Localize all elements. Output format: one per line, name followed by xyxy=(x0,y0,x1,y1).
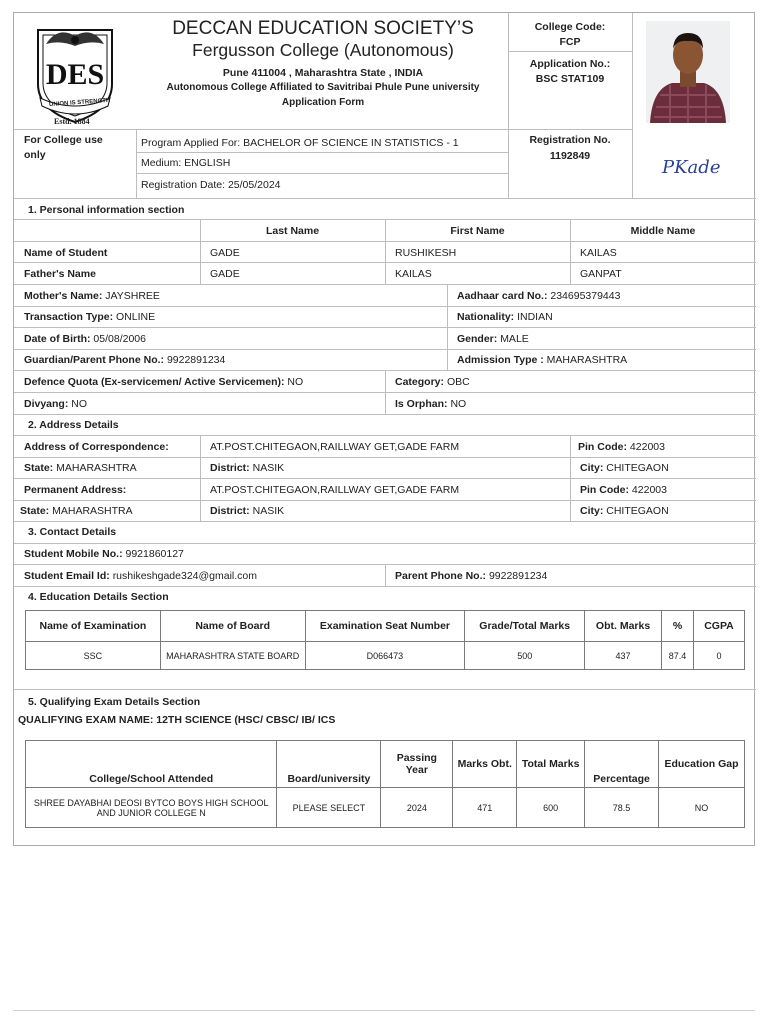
corr-city-label: City: xyxy=(580,462,604,474)
education-table xyxy=(25,610,745,670)
qual-header-cell: Board/university xyxy=(277,741,381,788)
edu-header-cell: % xyxy=(662,611,694,642)
svg-text:DES: DES xyxy=(45,58,105,91)
qual-cell: NO xyxy=(659,788,745,828)
email-label: Student Email Id: xyxy=(24,570,110,582)
qual-header-cell: Marks Obt. xyxy=(453,741,517,788)
parent-phone-label: Parent Phone No.: xyxy=(395,570,487,582)
correspondence-address: AT.POST.CHITEGAON,RAILLWAY GET,GADE FARM xyxy=(210,441,460,453)
qual-cell: 78.5 xyxy=(585,788,659,828)
mother-name: JAYSHREE xyxy=(105,290,160,302)
qual-header-cell: Education Gap xyxy=(659,741,745,788)
defence-quota: NO xyxy=(287,376,304,388)
col-middle-name: Middle Name xyxy=(630,225,696,237)
father-last-name: GADE xyxy=(210,268,240,280)
contact-section-title: 3. Contact Details xyxy=(28,526,117,538)
college-code: FCP xyxy=(559,36,581,48)
edu-header-cell: Name of Examination xyxy=(26,611,161,642)
perm-pin-label: Pin Code: xyxy=(580,484,629,496)
logo-year: Estd. 1884 xyxy=(54,117,90,126)
divyang-row xyxy=(24,397,87,411)
guardian-phone: 9922891234 xyxy=(166,354,226,366)
qualifying-section-title: 5. Qualifying Exam Details Section xyxy=(28,696,201,708)
perm-district-row xyxy=(210,504,284,518)
perm-city-row xyxy=(580,504,669,518)
corr-state: MAHARASHTRA xyxy=(56,462,137,474)
perm-pin-row xyxy=(580,483,667,497)
student-name-label: Name of Student xyxy=(24,247,108,259)
college-name: Fergusson College (Autonomous) xyxy=(192,40,454,60)
college-logo xyxy=(28,18,122,130)
education-section-title: 4. Education Details Section xyxy=(28,591,169,603)
college-address: Pune 411004 , Maharashtra State , INDIA xyxy=(222,67,424,79)
registration-date: Registration Date: 25/05/2024 xyxy=(141,179,281,191)
logo-motto: UNION IS STRENGTH xyxy=(48,97,111,109)
personal-section-title: 1. Personal information section xyxy=(28,204,185,216)
guardian-phone-label: Guardian/Parent Phone No.: xyxy=(24,354,165,366)
corr-district-row xyxy=(210,461,284,475)
is-orphan: NO xyxy=(450,398,467,410)
admission-label: Admission Type : xyxy=(457,354,544,366)
qual-cell: 2024 xyxy=(381,788,453,828)
program-applied: Program Applied For: BACHELOR OF SCIENCE IN STATISTICS - 1 xyxy=(141,137,459,149)
defence-label: Defence Quota (Ex-servicemen/ Active Servicemen): xyxy=(24,376,285,388)
dob-row xyxy=(24,332,146,346)
transaction-row xyxy=(24,310,155,324)
student-first-name: RUSHIKESH xyxy=(395,247,457,259)
qual-cell: 600 xyxy=(517,788,585,828)
society-name: DECCAN EDUCATION SOCIETY’S xyxy=(172,18,474,39)
divyang: NO xyxy=(71,398,88,410)
aadhaar-number: 234695379443 xyxy=(550,290,621,302)
correspondence-address-label: Address of Correspondence: xyxy=(24,441,169,453)
dob-label: Date of Birth: xyxy=(24,333,91,345)
corr-city-row xyxy=(580,461,669,475)
college-affiliation: Autonomous College Affiliated to Savitribai Phule Pune university xyxy=(166,82,480,93)
col-last-name: Last Name xyxy=(265,225,320,237)
edu-cell: 87.4 xyxy=(662,642,694,670)
gender-row xyxy=(457,332,529,346)
corr-pin-label: Pin Code: xyxy=(578,441,627,453)
mobile-row xyxy=(24,547,184,561)
father-middle-name: GANPAT xyxy=(580,268,622,280)
edu-cell: D066473 xyxy=(305,642,465,670)
perm-district-label: District: xyxy=(210,505,250,517)
mother-name-label: Mother's Name: xyxy=(24,290,103,302)
table-row xyxy=(26,788,745,828)
student-mobile: 9921860127 xyxy=(125,548,184,560)
student-middle-name: KAILAS xyxy=(580,247,617,259)
corr-state-label: State: xyxy=(24,462,54,474)
application-no-label: Application No.: xyxy=(529,58,611,70)
nationality-label: Nationality: xyxy=(457,311,515,323)
perm-state-row xyxy=(20,504,133,518)
student-email: rushikeshgade324@gmail.com xyxy=(112,570,258,582)
dob: 05/08/2006 xyxy=(93,333,146,345)
corr-pin-row xyxy=(578,440,665,454)
permanent-address: AT.POST.CHITEGAON,RAILLWAY GET,GADE FARM xyxy=(210,484,460,496)
gender: MALE xyxy=(500,333,529,345)
address-section-title: 2. Address Details xyxy=(28,419,119,431)
category-row xyxy=(395,375,470,389)
defence-row xyxy=(24,375,303,389)
qual-cell: 471 xyxy=(453,788,517,828)
parent-phone-row xyxy=(395,569,547,583)
category: OBC xyxy=(446,376,470,388)
page-bottom-rule xyxy=(13,1010,755,1011)
edu-header-cell: Obt. Marks xyxy=(585,611,662,642)
nationality-row xyxy=(457,310,553,324)
table-row xyxy=(26,642,745,670)
college-code-label: College Code: xyxy=(534,21,606,33)
edu-cell: 500 xyxy=(465,642,585,670)
aadhaar-label: Aadhaar card No.: xyxy=(457,290,548,302)
student-photo xyxy=(646,21,730,123)
corr-district: NASIK xyxy=(252,462,285,474)
application-no: BSC STAT109 xyxy=(535,73,605,85)
edu-header-cell: Grade/Total Marks xyxy=(465,611,585,642)
aadhaar-row xyxy=(457,289,620,303)
student-last-name: GADE xyxy=(210,247,240,259)
registration-no: 1192849 xyxy=(549,150,591,162)
corr-city: CHITEGAON xyxy=(606,462,669,474)
mobile-label: Student Mobile No.: xyxy=(24,548,123,560)
orphan-row xyxy=(395,397,466,411)
father-first-name: KAILAS xyxy=(395,268,432,280)
perm-city-label: City: xyxy=(580,505,604,517)
corr-pin-code: 422003 xyxy=(629,441,665,453)
college-use-label: For College use only xyxy=(24,134,103,161)
admission-row xyxy=(457,353,627,367)
qual-header-cell: Total Marks xyxy=(517,741,585,788)
form-title: Application Form xyxy=(281,97,365,108)
qual-header-cell: College/School Attended xyxy=(26,741,277,788)
corr-state-row xyxy=(24,461,137,475)
perm-state: MAHARASHTRA xyxy=(52,505,133,517)
qualifying-table xyxy=(25,740,745,828)
admission-type: MAHARASHTRA xyxy=(546,354,628,366)
parent-phone: 9922891234 xyxy=(488,570,548,582)
guardian-phone-row xyxy=(24,353,225,367)
email-row xyxy=(24,569,257,583)
transaction-label: Transaction Type: xyxy=(24,311,114,323)
qual-cell: SHREE DAYABHAI DEOSI BYTCO BOYS HIGH SCHOOL AND JUNIOR COLLEGE N xyxy=(26,788,277,828)
orphan-label: Is Orphan: xyxy=(395,398,448,410)
transaction-type: ONLINE xyxy=(116,311,156,323)
edu-cell: MAHARASHTRA STATE BOARD xyxy=(160,642,305,670)
student-signature: PKade xyxy=(662,157,721,178)
category-label: Category: xyxy=(395,376,445,388)
permanent-address-label: Permanent Address: xyxy=(24,484,127,496)
edu-header-cell: Examination Seat Number xyxy=(305,611,465,642)
father-name-label: Father's Name xyxy=(24,268,96,280)
qual-cell: PLEASE SELECT xyxy=(277,788,381,828)
perm-city: CHITEGAON xyxy=(606,505,669,517)
mother-name-row xyxy=(24,289,160,303)
nationality: INDIAN xyxy=(517,311,553,323)
gender-label: Gender: xyxy=(457,333,498,345)
edu-header-cell: CGPA xyxy=(693,611,744,642)
qualifying-exam-name: QUALIFYING EXAM NAME: 12TH SCIENCE (HSC/ CBSC/ IB/ ICS xyxy=(18,714,336,726)
edu-cell: SSC xyxy=(26,642,161,670)
perm-district: NASIK xyxy=(252,505,285,517)
application-form xyxy=(13,12,755,846)
perm-state-label: State: xyxy=(20,505,50,517)
edu-cell: 0 xyxy=(693,642,744,670)
edu-cell: 437 xyxy=(585,642,662,670)
col-first-name: First Name xyxy=(450,225,505,237)
corr-district-label: District: xyxy=(210,462,250,474)
edu-header-cell: Name of Board xyxy=(160,611,305,642)
medium: Medium: ENGLISH xyxy=(141,157,231,169)
qual-header-cell: Percentage xyxy=(585,741,659,788)
perm-pin-code: 422003 xyxy=(631,484,667,496)
divyang-label: Divyang: xyxy=(24,398,69,410)
qual-header-cell: Passing Year xyxy=(381,741,453,788)
registration-no-label: Registration No. xyxy=(529,134,611,146)
